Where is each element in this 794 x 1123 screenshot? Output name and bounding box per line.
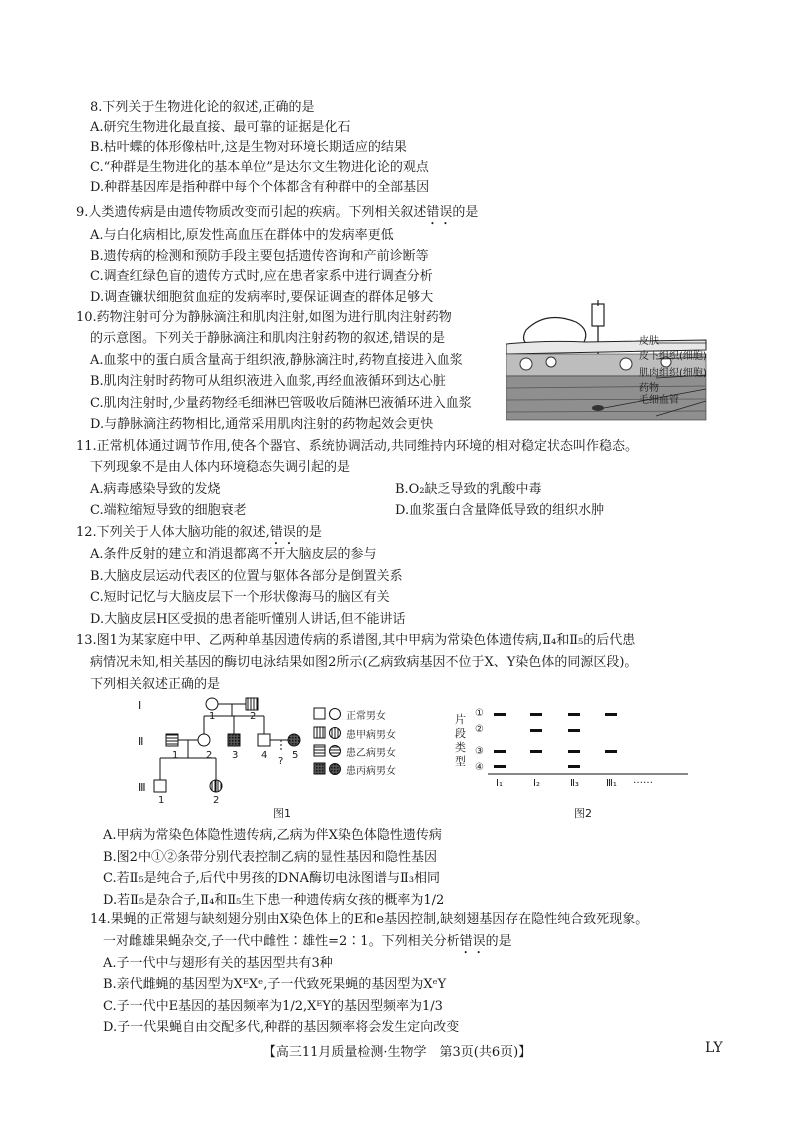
q11-option-d: D.血浆蛋白含量降低导致的组织水肿 xyxy=(395,503,605,518)
band-label-2: ② xyxy=(475,724,484,735)
fig2-ylabel: 片 段 类 型 xyxy=(455,713,466,768)
corner-mark: LY xyxy=(705,1040,723,1056)
q8-option-c: C.“种群是生物进化的基本单位”是达尔文生物进化论的观点 xyxy=(90,160,429,175)
lane-label-1: Ⅰ₁ xyxy=(496,778,503,789)
q9-option-b: B.遗传病的检测和预防手段主要包括遗传咨询和产前诊断等 xyxy=(90,249,429,264)
q12-option-b: B.大脑皮层运动代表区的位置与躯体各部分是倒置关系 xyxy=(90,569,403,584)
q14-option-a: A.子一代中与翅形有关的基因型共有3种 xyxy=(103,956,333,971)
q13-option-b: B.图2中①②条带分别代表控制乙病的显性基因和隐性基因 xyxy=(103,850,437,865)
q10-option-b: B.肌肉注射时药物可从组织液进入血浆,再经血液循环到达心脏 xyxy=(90,374,446,389)
g2-num-5: 5 xyxy=(292,750,299,761)
gen-label-1: Ⅰ xyxy=(138,699,142,712)
q11-stem-line1: 11.正常机体通过调节作用,使各个器官、系统协调活动,共同维持内环境的相对稳定状态叫作稳态。 xyxy=(76,439,638,454)
fig1-caption: 图1 xyxy=(273,807,291,820)
band xyxy=(530,750,542,753)
injection-diagram xyxy=(506,300,718,432)
q11-option-b: B.O₂缺乏导致的乳酸中毒 xyxy=(395,482,542,497)
q13-stem-line2: 病情况未知,相关基因的酶切电泳结果如图2所示(乙病致病基因不位于X、Y染色体的同源区段)。 xyxy=(90,655,638,670)
q10-stem-line2: 的示意图。下列关于静脉滴注和肌肉注射药物的叙述,错误的是 xyxy=(90,331,446,346)
label-muscle: 肌肉组织(细胞) xyxy=(639,368,707,379)
q12-option-a: A.条件反射的建立和消退都离不开大脑皮层的参与 xyxy=(90,547,377,562)
unknown-offspring: ? xyxy=(278,756,284,767)
q13-stem-line3: 下列相关叙述正确的是 xyxy=(90,677,221,692)
q10-option-a: A.血浆中的蛋白质含量高于组织液,静脉滴注时,药物直接进入血浆 xyxy=(90,353,463,368)
electrophoresis-figure xyxy=(488,706,698,776)
q10-option-c: C.肌肉注射时,少量药物经毛细淋巴管吸收后随淋巴液循环进入血浆 xyxy=(90,396,472,411)
band xyxy=(568,729,580,732)
lane-label-3: Ⅱ₃ xyxy=(570,778,579,789)
band xyxy=(605,750,617,753)
q8-stem: 8.下列关于生物进化论的叙述,正确的是 xyxy=(90,100,315,115)
band xyxy=(530,729,542,732)
q11-stem-line2: 下列现象不是由人体内环境稳态失调引起的是 xyxy=(90,460,351,475)
gen-label-3: Ⅲ xyxy=(138,781,146,794)
q10-stem-line1: 10.药物注射可分为静脉滴注和肌肉注射,如图为进行肌肉注射药物 xyxy=(76,310,452,325)
band xyxy=(494,765,506,768)
g2-num-2: 2 xyxy=(206,750,213,761)
g3-num-1: 1 xyxy=(158,795,165,806)
band xyxy=(494,713,506,716)
q14-option-c: C.子一代中E基因的基因频率为1/2,XᴱY的基因型频率为1/3 xyxy=(103,999,443,1014)
band-label-3: ③ xyxy=(475,746,484,757)
q12-option-d: D.大脑皮层H区受损的患者能听懂别人讲话,但不能讲话 xyxy=(90,612,406,627)
band-label-4: ④ xyxy=(475,762,484,773)
q13-stem-line1: 13.图1为某家庭中甲、乙两种单基因遗传病的系谱图,其中甲病为常染色体遗传病,Ⅱ₄和Ⅱ₅的后代患 xyxy=(76,633,636,648)
q10-option-d: D.与静脉滴注药物相比,通常采用肌肉注射的药物起效会更快 xyxy=(90,417,434,432)
legend-disease-b: 患乙病男女 xyxy=(346,748,396,759)
label-drug: 药物 xyxy=(639,383,659,394)
q13-option-c: C.若Ⅱ₅是纯合子,后代中男孩的DNA酶切电泳图谱与Ⅱ₃相同 xyxy=(103,871,441,886)
q11-option-a: A.病毒感染导致的发烧 xyxy=(90,482,221,497)
q8-option-a: A.研究生物进化最直接、最可靠的证据是化石 xyxy=(90,120,351,135)
band xyxy=(568,713,580,716)
label-skin: 皮肤 xyxy=(639,336,659,347)
band-label-1: ① xyxy=(475,708,484,719)
g1-num-1: 1 xyxy=(209,711,216,722)
legend-normal: 正常男女 xyxy=(346,711,386,722)
band xyxy=(568,765,580,768)
q8-option-d: D.种群基因库是指种群中每个个体都含有种群中的全部基因 xyxy=(90,180,430,195)
q14-stem-line2: 一对雌雄果蝇杂交,子一代中雌性∶雄性=2∶1。下列相关分析错误的是 xyxy=(103,934,512,949)
gen-label-2: Ⅱ xyxy=(138,735,144,748)
fig2-caption: 图2 xyxy=(574,807,592,820)
g2-num-4: 4 xyxy=(261,750,268,761)
g2-num-1: 1 xyxy=(172,750,179,761)
g2-num-3: 3 xyxy=(232,750,239,761)
page-footer: 【高三11月质量检测·生物学 第3页(共6页)】 xyxy=(262,1045,532,1060)
band xyxy=(530,713,542,716)
g1-num-2: 2 xyxy=(250,711,257,722)
drug-droplet xyxy=(592,405,604,411)
q12-option-c: C.短时记忆与大脑皮层下一个形状像海马的脑区有关 xyxy=(90,590,390,605)
g3-num-2: 2 xyxy=(213,795,220,806)
band xyxy=(568,750,580,753)
band xyxy=(494,750,506,753)
lane-label-4: Ⅲ₁ xyxy=(606,778,617,789)
legend-disease-c: 患丙病男女 xyxy=(346,766,396,777)
label-subcutaneous: 皮下组织(细胞) xyxy=(639,351,707,362)
q8-option-b: B.枯叶蝶的体形像枯叶,这是生物对环境长期适应的结果 xyxy=(90,140,407,155)
band xyxy=(605,713,617,716)
q12-stem: 12.下列关于人体大脑功能的叙述,错误的是 xyxy=(76,525,322,540)
label-capillary: 毛细血管 xyxy=(639,395,679,406)
q13-option-d: D.若Ⅱ₅是杂合子,Ⅱ₄和Ⅱ₅生下患一种遗传病女孩的概率为1/2 xyxy=(103,893,445,908)
lane-label-more: …… xyxy=(633,775,653,786)
q14-stem-line1: 14.果蝇的正常翅与缺刻翅分别由X染色体上的E和e基因控制,缺刻翅基因存在隐性纯合致死现象。 xyxy=(90,912,649,927)
q9-option-a: A.与白化病相比,原发性高血压在群体中的发病率更低 xyxy=(90,228,394,243)
q14-option-b: B.亲代雌蝇的基因型为XᴱXᵉ,子一代致死果蝇的基因型为XᵉY xyxy=(103,977,447,992)
q9-option-c: C.调查红绿色盲的遗传方式时,应在患者家系中进行调查分析 xyxy=(90,269,433,284)
lane-label-2: Ⅰ₂ xyxy=(533,778,540,789)
legend-disease-a: 患甲病男女 xyxy=(346,730,396,741)
q13-option-a: A.甲病为常染色体隐性遗传病,乙病为伴X染色体隐性遗传病 xyxy=(103,828,442,843)
q14-option-d: D.子一代果蝇自由交配多代,种群的基因频率将会发生定向改变 xyxy=(103,1020,460,1035)
syringe-icon xyxy=(592,304,604,326)
q9-stem: 9.人类遗传病是由遗传物质改变而引起的疾病。下列相关叙述错误的是 xyxy=(76,205,479,220)
q9-option-d: D.调查镰状细胞贫血症的发病率时,要保证调查的群体足够大 xyxy=(90,290,434,305)
q11-option-c: C.端粒缩短导致的细胞衰老 xyxy=(90,503,247,518)
